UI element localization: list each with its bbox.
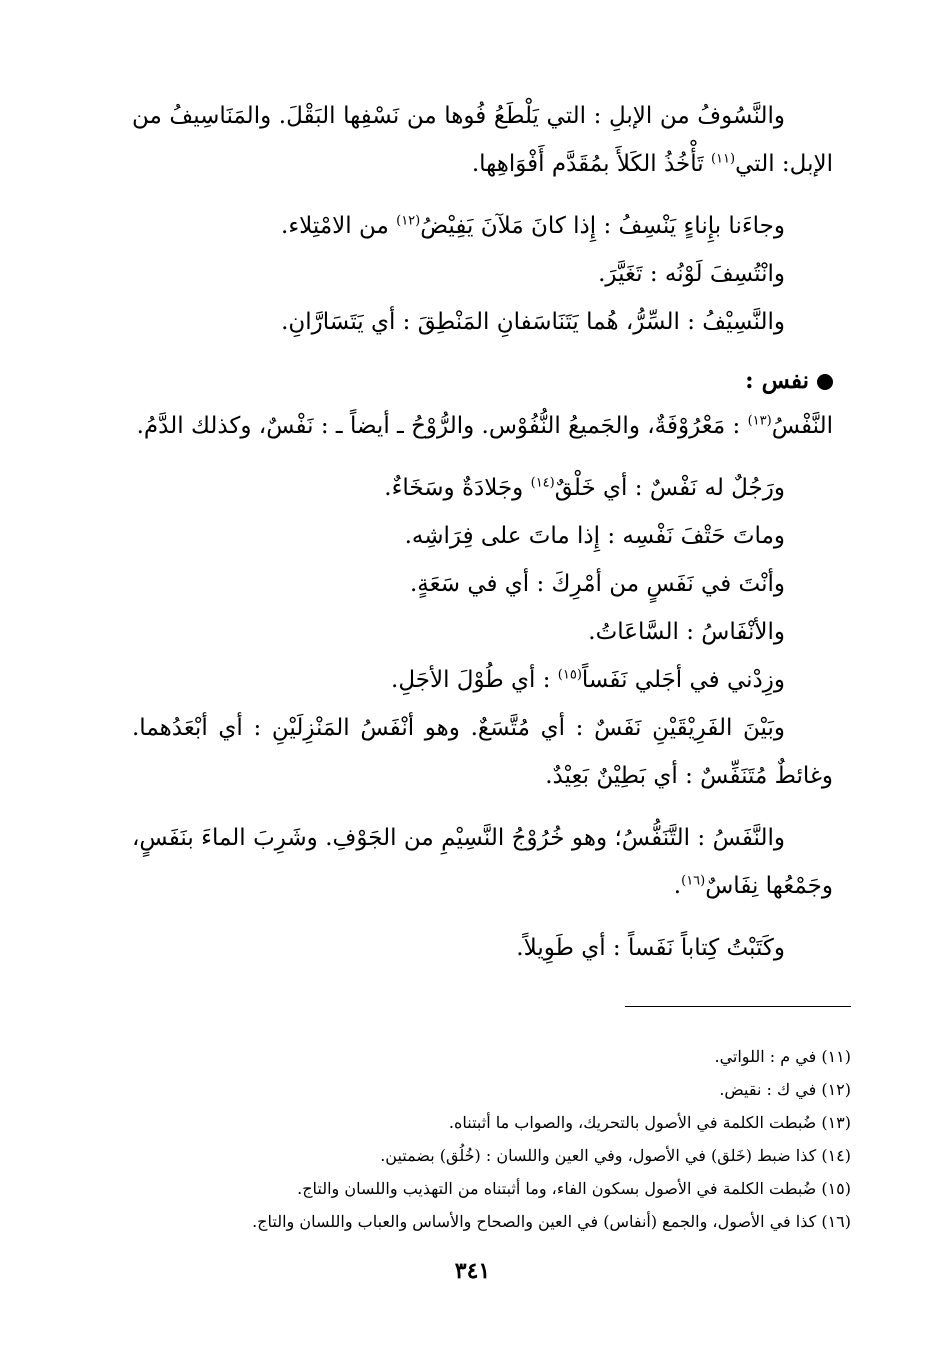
- entry-heading: [132, 360, 833, 402]
- text-run: : مَعْرُوْفَةٌ، والجَميعُ النُّفُوْس. والرُّوْحُ ـ أيضاً ـ : نَفْسٌ، وكذلك الدَّمُ.: [136, 413, 748, 439]
- paragraph-untusif: وانْتُسِفَ لَوْنُه : تَغَيَّرَ.: [598, 261, 785, 287]
- footnote-ref-14[interactable]: (١٤): [530, 475, 555, 491]
- footnote-14: (١٤) كذا ضبط (خَلق) في الأصول، وفي العين واللسان : (خُلُق) بضمتين.: [380, 1146, 851, 1165]
- footnote-ref-12[interactable]: (١٢): [396, 213, 421, 229]
- footnote-15: (١٥) ضُبطت الكلمة في الأصول بسكون الفاء، وما أثبتناه من التهذيب واللسان والتاج.: [297, 1179, 851, 1198]
- footnotes: [132, 1040, 851, 1238]
- footnote-12: (١٢) في ك : نقيض.: [719, 1080, 851, 1099]
- paragraph-zidni: [132, 656, 833, 704]
- paragraph-anfas: والأنْفَاسُ : السَّاعَاتُ.: [588, 619, 785, 645]
- text-run: ورَجُلٌ له نَفْسٌ : أي خَلْقٌ: [554, 475, 785, 501]
- paragraph-rajul: [132, 464, 833, 512]
- paragraph-nafs: [132, 402, 833, 450]
- heading-text: نفس :: [745, 367, 809, 394]
- paragraph-nasuf: [132, 92, 833, 188]
- footnote-11: (١١) في م : اللواتي.: [714, 1047, 851, 1066]
- paragraph-bayna: وبَيْنَ الفَرِيْقَيْنِ نَفَسٌ : أي مُتَّسَعٌ. وهو أنْفَسُ المَنْزِلَيْنِ : أي أبْعَدُهما. وغائطٌ مُتَنَفِّسٌ : أي بَطِيْنٌ بَعِيْدٌ.: [132, 715, 833, 789]
- text-run: : أي طُوْلَ الأجَلِ.: [391, 667, 558, 693]
- paragraph-nafas: [132, 814, 833, 910]
- footnote-ref-16[interactable]: (١٦): [681, 873, 706, 889]
- text-run: النَّفْسُ: [771, 413, 833, 439]
- paragraph-anta: وأنْتَ في نَفَسٍ من أمْرِكَ : أي في سَعَةٍ.: [410, 571, 785, 597]
- paragraph-hatf: وماتَ حَتْفَ نَفْسِه : إِذا ماتَ على فِرَاشِه.: [404, 523, 785, 549]
- text-run: والنَّفَسُ : التَّنَفُّسُ؛ وهو خُرُوْجُ النَّسِيْمِ من الجَوْفِ. وشَرِبَ الماءَ بنَفَسٍ، وجَمْعُها نِفَاسٌ: [132, 825, 833, 899]
- text-run: والنَّسُوفُ من الإبلِ : التي يَلْطَعُ فُوها من نَسْفِها البَقْلَ. والمَنَاسِيفُ من الإبل: التي: [132, 103, 833, 177]
- text-run: من الامْتِلاء.: [281, 213, 397, 239]
- paragraph-katabtu: وكَتَبْتُ كِتاباً نَفَساً : أي طَوِيلاً.: [516, 935, 785, 961]
- footnote-16: (١٦) كذا في الأصول، والجمع (أنفاس) في العين والصحاح والأساس والعباب واللسان والتاج.: [252, 1212, 851, 1231]
- text-run: وجاءَنا بإِناءٍ يَنْسِفُ : إِذا كانَ مَلآنَ يَفِيْضُ: [420, 213, 785, 239]
- paragraph-nasif: والنَّسِيْفُ : السِّرُّ، هُما يَتَنَاسَفانِ المَنْطِقَ : أي يَتَسَارَّانِ.: [281, 309, 785, 335]
- text-run: .: [673, 873, 682, 899]
- paragraph-inaa: [132, 202, 833, 250]
- footnote-13: (١٣) ضُبطت الكلمة في الأصول بالتحريك، والصواب ما أثبتناه.: [448, 1113, 851, 1132]
- footnote-ref-13[interactable]: (١٣): [747, 413, 772, 429]
- footnote-divider: [625, 1006, 851, 1007]
- text-run: تَأْخُذُ الكَلأَ بمُقَدَّم أَفْوَاهِها.: [471, 151, 711, 177]
- text-run: وزِدْني في أجَلي نَفَساً: [581, 667, 785, 693]
- page-number: ٣٤١: [454, 1258, 491, 1284]
- main-text: [132, 92, 833, 972]
- footnote-ref-11[interactable]: (١١): [710, 151, 736, 167]
- text-run: وجَلادَةٌ وسَخَاءٌ.: [384, 475, 531, 501]
- bullet-icon: [817, 374, 833, 390]
- footnote-ref-15[interactable]: (١٥): [557, 667, 582, 683]
